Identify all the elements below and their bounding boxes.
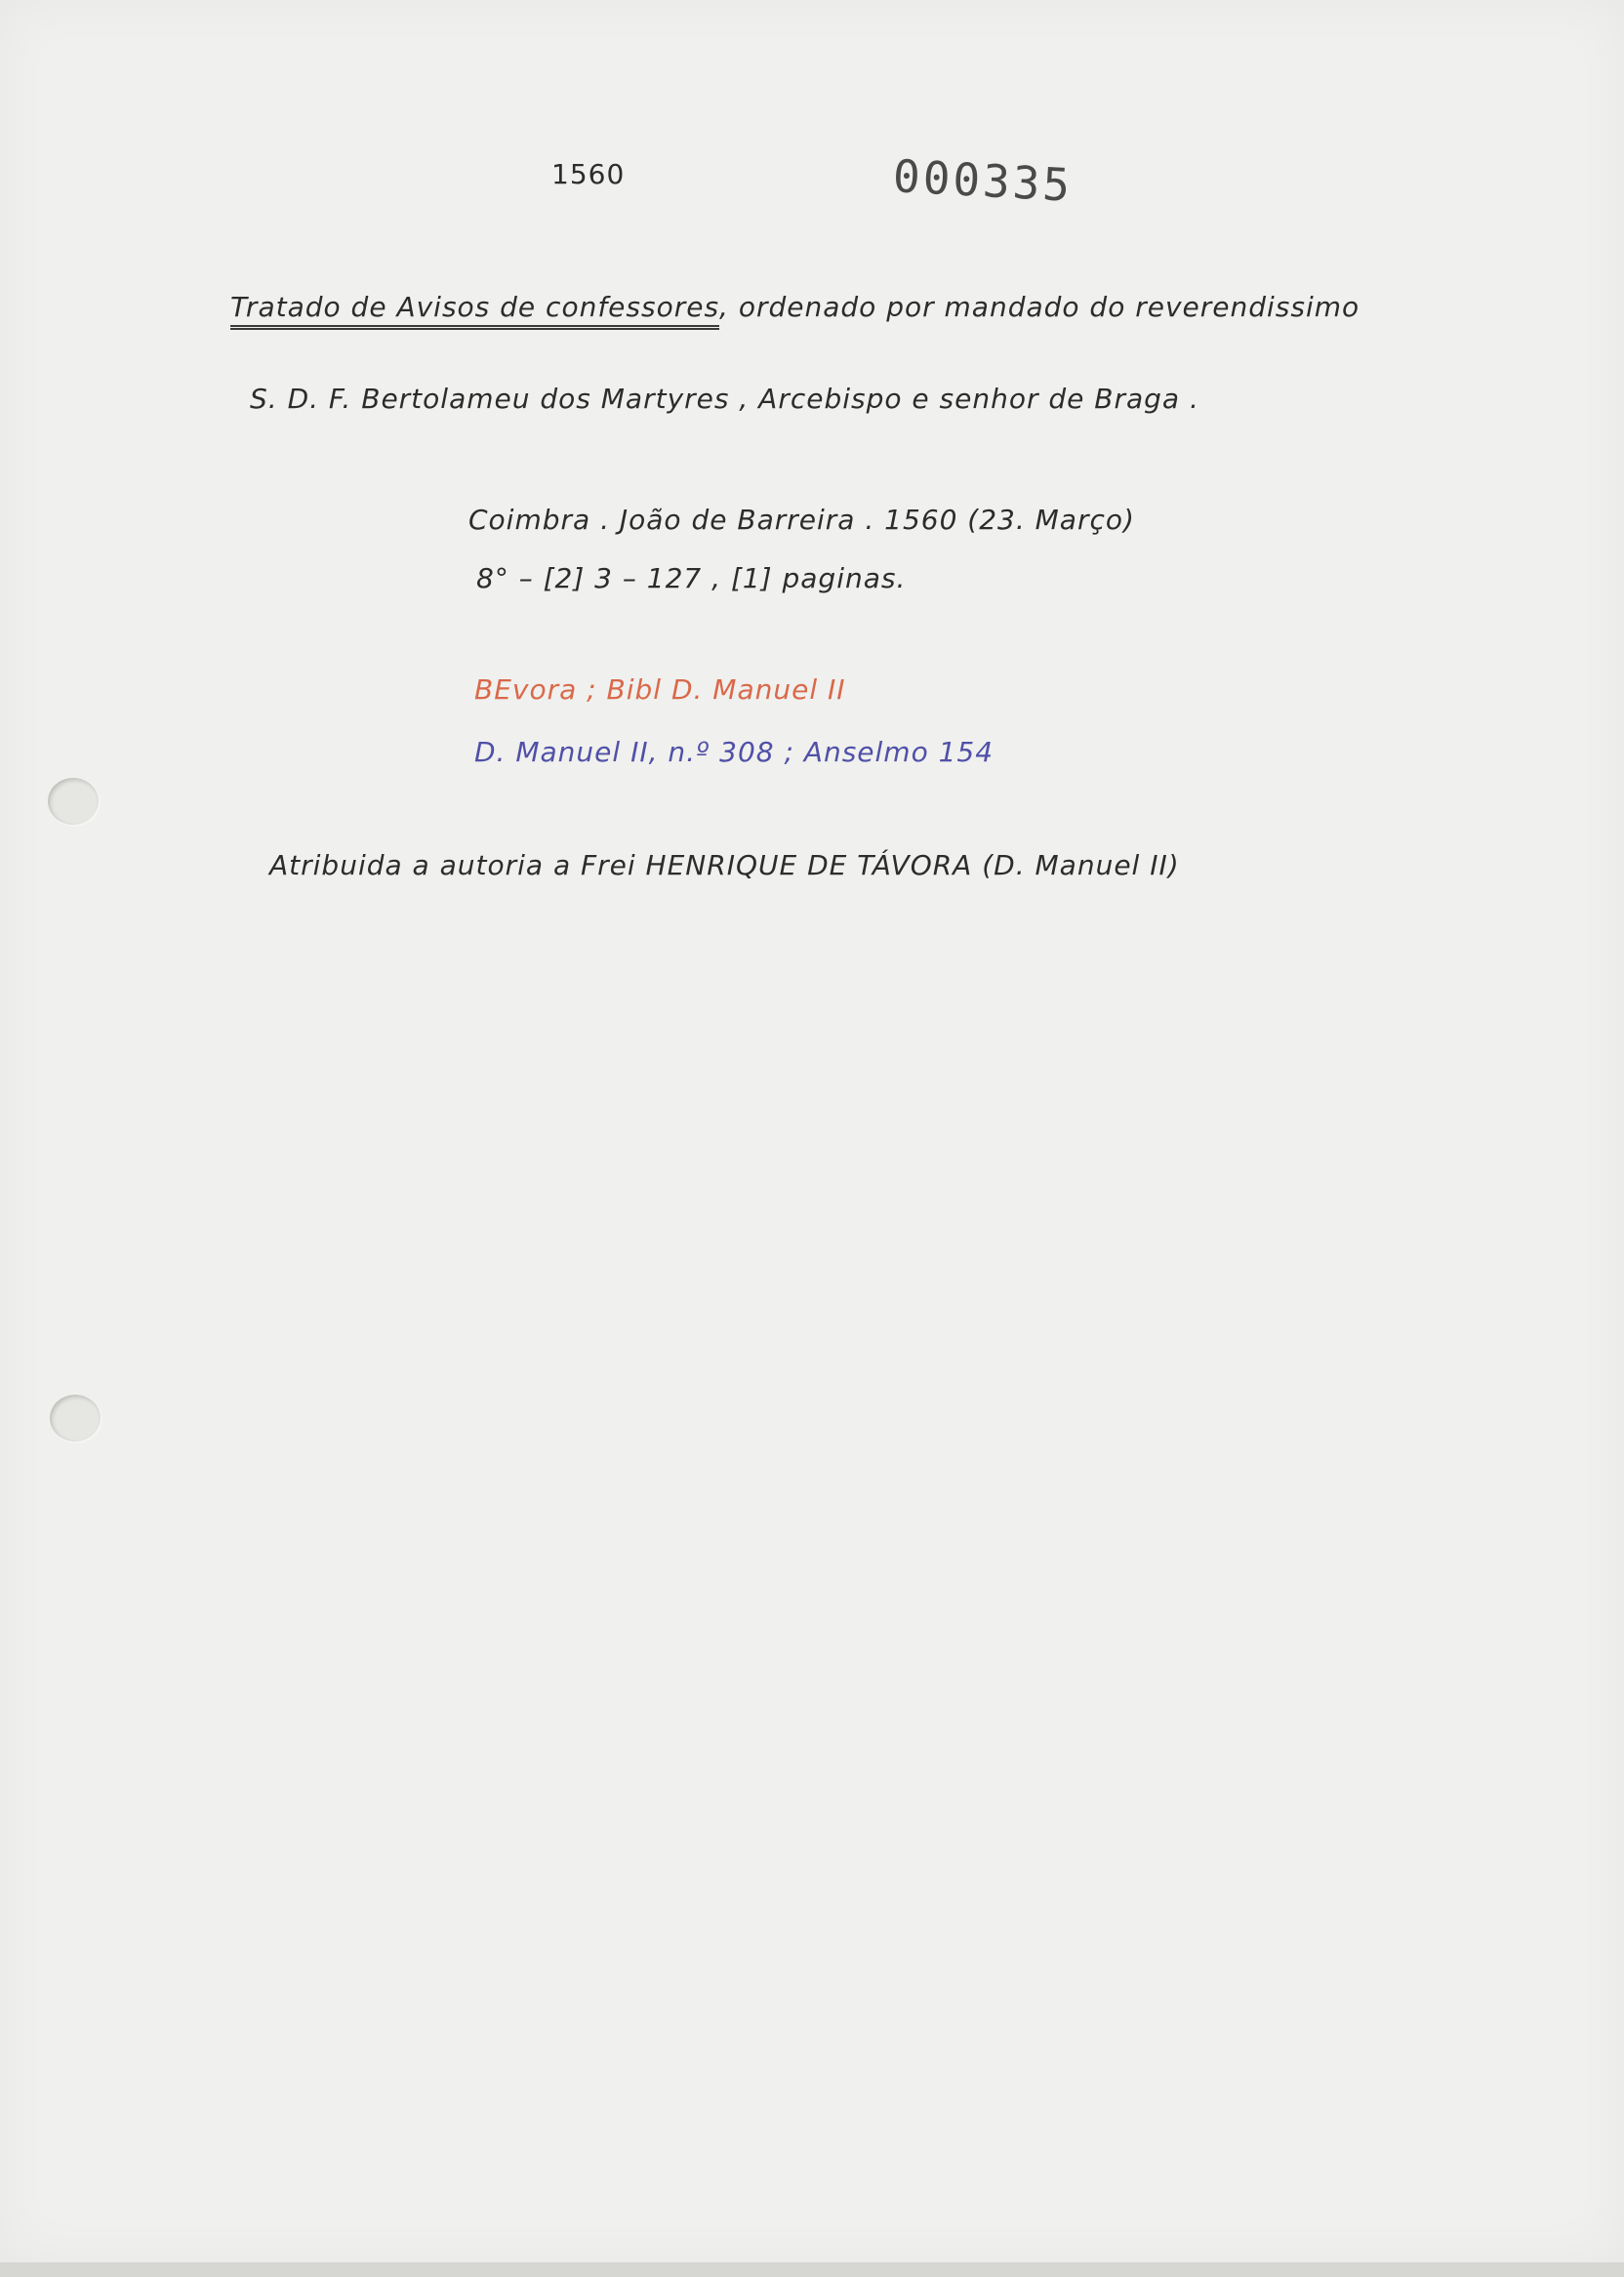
punch-hole [50, 1395, 101, 1442]
title-line-1 [230, 291, 1360, 323]
attribution-note: Atribuida a autoria a Frei HENRIQUE DE TÁVORA (D. Manuel II) [269, 849, 1180, 881]
title-rest: , ordenado por mandado do reverendissimo [719, 291, 1360, 323]
collation-line: 8° – [2] 3 – 127 , [1] paginas. [476, 562, 907, 594]
references-line: D. Manuel II, n.º 308 ; Anselmo 154 [474, 736, 995, 768]
year-heading: 1560 [551, 158, 626, 190]
imprint-line: Coimbra . João de Barreira . 1560 (23. Março) [468, 504, 1135, 536]
holding-library-line: BEvora ; Bibl D. Manuel II [474, 673, 846, 706]
sheet-number-stamp: 000335 [891, 149, 1075, 212]
page-bottom-edge [0, 2262, 1624, 2277]
punch-hole [48, 778, 99, 825]
title-line-2: S. D. F. Bertolameu dos Martyres , Arcebispo e senhor de Braga . [250, 383, 1199, 415]
title-underlined: Tratado de Avisos de confessores [230, 291, 719, 330]
